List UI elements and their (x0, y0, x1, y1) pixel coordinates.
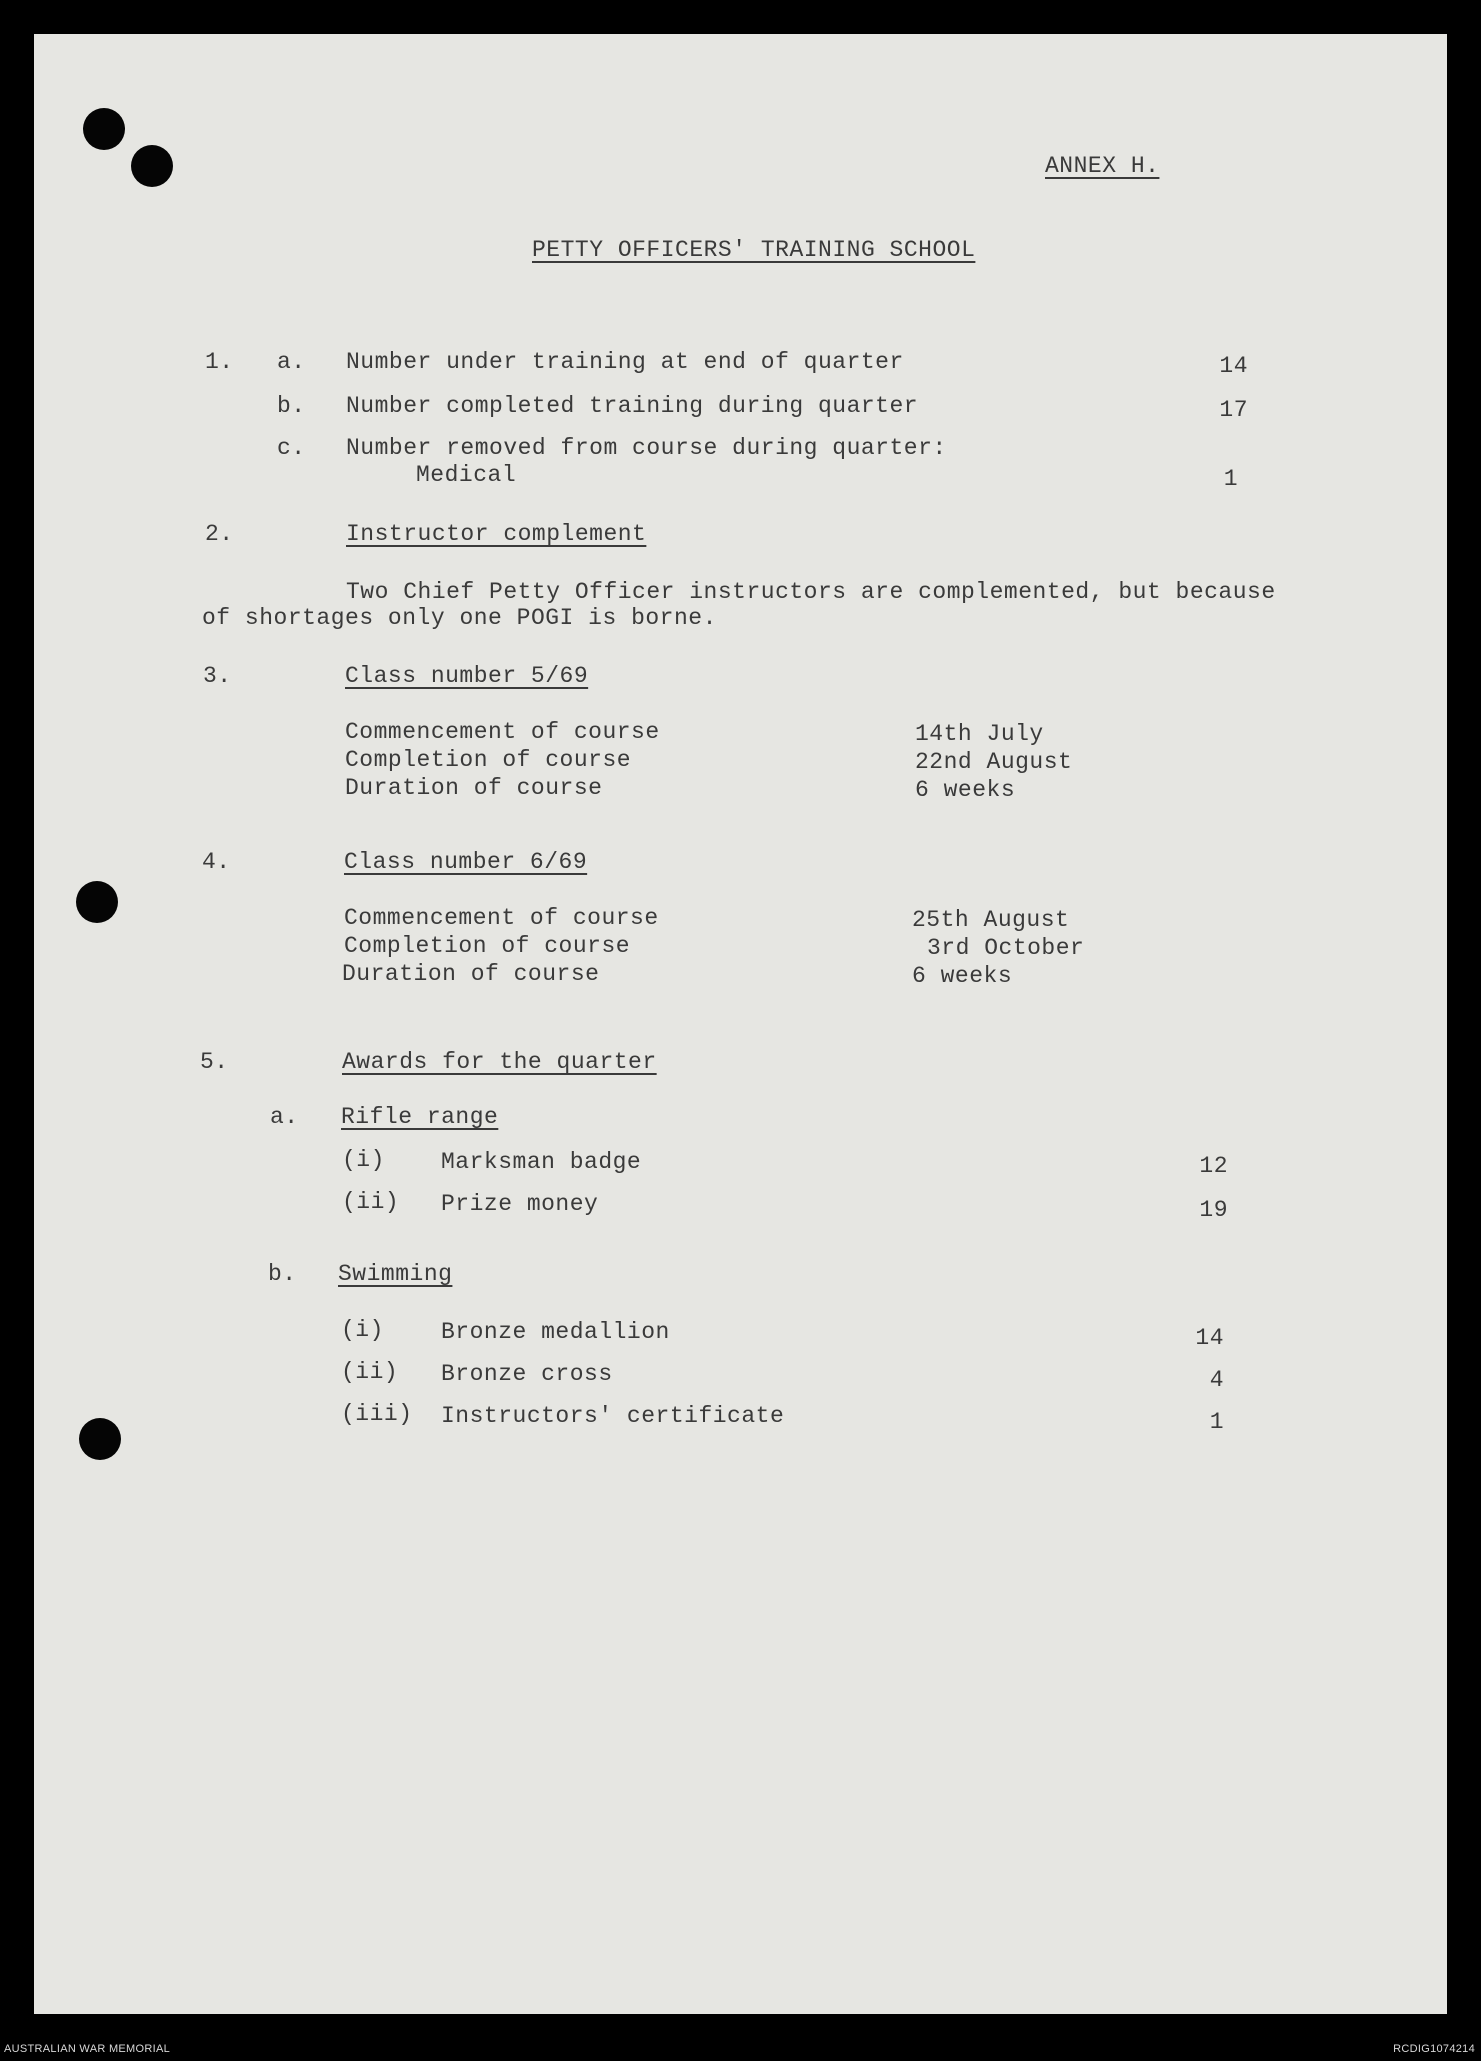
section-5b-heading: Swimming (338, 1261, 453, 1287)
punch-hole-2 (131, 145, 173, 187)
section-4-row-3-value: 6 weeks (912, 963, 1013, 989)
section-4-row-2-value: 3rd October (927, 935, 1085, 961)
section-5b-ii-text: Bronze cross (441, 1361, 613, 1387)
section-1-number: 1. (205, 349, 234, 375)
section-5a-ii-roman: (ii) (342, 1189, 400, 1215)
section-5b-i-roman: (i) (341, 1317, 384, 1343)
section-1a-text: Number under training at end of quarter (346, 349, 904, 375)
section-3-row-1-label: Commencement of course (345, 719, 660, 745)
section-5a-heading: Rifle range (341, 1104, 499, 1130)
section-4-row-1-value: 25th August (912, 907, 1070, 933)
section-3-row-2-label: Completion of course (345, 747, 632, 773)
section-5b-ii-roman: (ii) (341, 1359, 399, 1385)
punch-hole-3 (76, 881, 118, 923)
section-3-row-1-value: 14th July (915, 721, 1044, 747)
section-4-row-2-label: Completion of course (344, 933, 631, 959)
section-4-row-1-label: Commencement of course (344, 905, 659, 931)
section-3-heading: Class number 5/69 (345, 663, 589, 689)
section-1b-text: Number completed training during quarter (346, 393, 919, 419)
footer-record-id: RCDIG1074214 (1393, 2043, 1475, 2055)
section-5a-letter: a. (270, 1104, 299, 1130)
section-3-number: 3. (203, 663, 232, 689)
section-1a-letter: a. (277, 349, 306, 375)
section-2-heading: Instructor complement (346, 521, 647, 547)
section-5-number: 5. (200, 1049, 229, 1075)
section-5a-i-text: Marksman badge (441, 1149, 642, 1175)
section-5b-i-value: 14 (1195, 1325, 1224, 1351)
footer-archive-name: AUSTRALIAN WAR MEMORIAL (4, 2043, 171, 2055)
section-5b-iii-value: 1 (1209, 1409, 1224, 1435)
section-1b-letter: b. (277, 393, 306, 419)
section-5a-ii-value: 19 (1199, 1197, 1228, 1223)
section-2-number: 2. (205, 521, 234, 547)
section-1a-value: 14 (1219, 353, 1248, 379)
punch-hole-4 (79, 1418, 121, 1460)
section-5b-ii-value: 4 (1209, 1367, 1224, 1393)
document-page (34, 34, 1447, 2014)
section-2-para-line-1: Two Chief Petty Officer instructors are complemented, but because (346, 579, 1276, 605)
section-4-row-3-label: Duration of course (342, 961, 600, 987)
section-5b-i-text: Bronze medallion (441, 1319, 670, 1345)
section-5-heading: Awards for the quarter (342, 1049, 657, 1075)
section-1c-value: 1 (1223, 466, 1238, 492)
section-5b-iii-roman: (iii) (341, 1401, 413, 1427)
section-5a-i-value: 12 (1199, 1153, 1228, 1179)
section-5a-ii-text: Prize money (441, 1191, 599, 1217)
section-5b-letter: b. (268, 1261, 297, 1287)
section-5a-i-roman: (i) (342, 1147, 385, 1173)
section-1c-sub: Medical (416, 462, 517, 488)
section-1c-text: Number removed from course during quarter: (346, 435, 947, 461)
section-1c-letter: c. (277, 435, 306, 461)
section-4-heading: Class number 6/69 (344, 849, 588, 875)
section-3-row-2-value: 22nd August (915, 749, 1073, 775)
section-2-para-line-2: of shortages only one POGI is borne. (202, 605, 717, 631)
section-3-row-3-label: Duration of course (345, 775, 603, 801)
section-3-row-3-value: 6 weeks (915, 777, 1016, 803)
punch-hole-1 (83, 108, 125, 150)
section-1b-value: 17 (1219, 397, 1248, 423)
annex-label: ANNEX H. (1045, 153, 1160, 179)
page-title: PETTY OFFICERS' TRAINING SCHOOL (532, 237, 976, 263)
section-5b-iii-text: Instructors' certificate (441, 1403, 785, 1429)
section-4-number: 4. (202, 849, 231, 875)
